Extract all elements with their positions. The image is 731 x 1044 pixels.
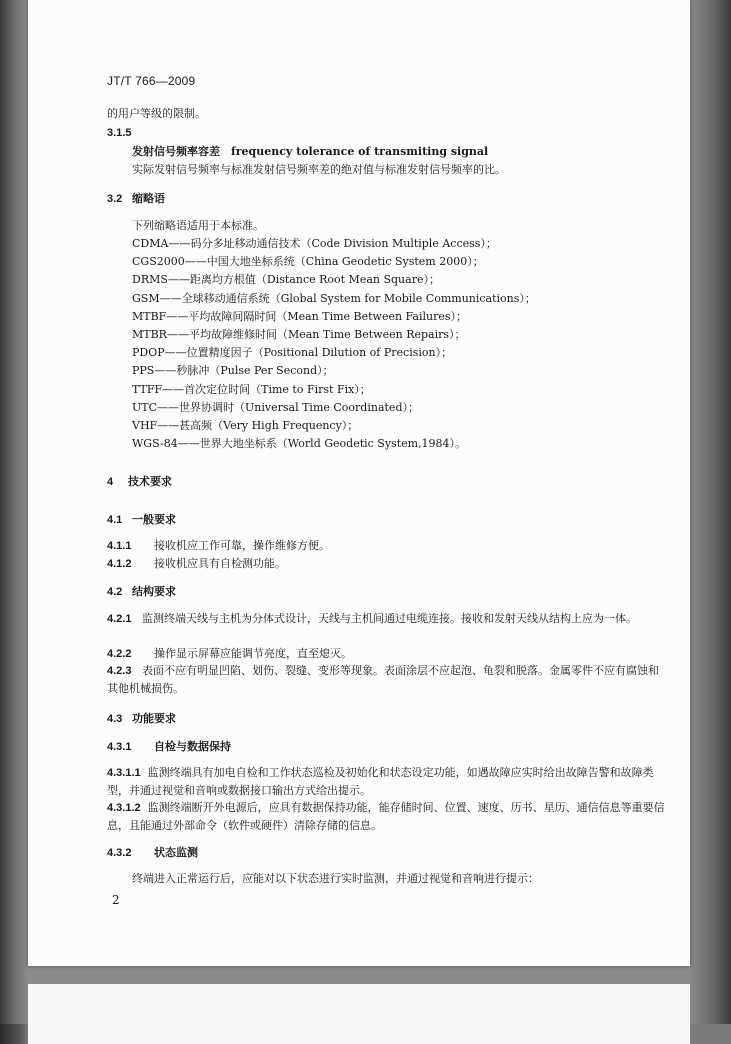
abbr-item: MTBR——平均故障维修时间（Mean Time Between Repairs）；: [132, 328, 466, 341]
abbr-item: TTFF——首次定位时间（Time to First Fix）；: [132, 383, 371, 396]
section-title-4-3-1: 自检与数据保持: [154, 740, 231, 753]
abbr-item: PPS——秒脉冲（Pulse Per Second）；: [132, 364, 334, 377]
section-number-4-1-1: 4.1.1: [107, 540, 132, 552]
page-header: JT/T 766—2009: [107, 74, 196, 88]
section-number-4-3-1: 4.3.1: [107, 741, 132, 753]
abbr-item: MTBF——平均故障间隔时间（Mean Time Between Failures）；: [132, 310, 468, 323]
section-title-4-3-2: 状态监测: [154, 846, 198, 859]
abbr-item: WGS-84——世界大地坐标系（World Geodetic System,1984）。: [132, 437, 467, 450]
clause-4-3-1-2: 监测终端断开外电源后，应具有数据保持功能，能存储时间、位置、速度、历书、星历、通信信息等重要信息，且能通过外部命令（软件或硬件）清除存储的信息。: [107, 801, 665, 832]
abbr-item: VHF——甚高频（Very High Frequency）；: [132, 419, 359, 432]
clause-4-2-3: 表面不应有明显凹陷、划伤、裂缝、变形等现象。表面涂层不应起泡、龟裂和脱落。金属零件不应有腐蚀和其他机械损伤。: [107, 664, 659, 695]
next-page-preview: [28, 984, 690, 1044]
term-3-1-5: 发射信号频率容差 frequency tolerance of transmiting signal: [132, 145, 489, 158]
abbr-intro: 下列缩略语适用于本标准。: [132, 219, 264, 232]
clause-4-1-2: 接收机应具有自检测功能。: [154, 557, 286, 570]
clause-4-3-2: 终端进入正常运行后，应能对以下状态进行实时监测，并通过视觉和音响进行提示：: [132, 872, 539, 885]
section-number-4: 4: [107, 476, 114, 488]
section-number-3-1-5: 3.1.5: [107, 127, 132, 139]
section-title-4: 技术要求: [128, 475, 172, 488]
document-page: [28, 0, 690, 966]
clause-4-3-1-2-block: [107, 799, 667, 834]
section-number-4-3: 4.3: [107, 713, 123, 725]
clause-4-3-1-1: 监测终端具有加电自检和工作状态巡检及初始化和状态设定功能，如遇故障应实时给出故障告警和故障类型，并通过视觉和音响或数据接口输出方式给出提示。: [107, 766, 654, 797]
section-number-4-1-2: 4.1.2: [107, 558, 132, 570]
abbr-item: CDMA——码分多址移动通信技术（Code Division Multiple Access）；: [132, 237, 497, 250]
section-number-4-2: 4.2: [107, 586, 123, 598]
abbr-item: CGS2000——中国大地坐标系统（China Geodetic System 2000）；: [132, 255, 484, 268]
section-title-4-1: 一般要求: [132, 513, 176, 526]
abbr-item: DRMS——距离均方根值（Distance Root Mean Square）；: [132, 273, 440, 286]
definition-3-1-5: 实际发射信号频率与标准发射信号频率差的绝对值与标准发射信号频率的比。: [132, 163, 506, 176]
section-number-3-2: 3.2: [107, 193, 123, 205]
abbr-item: GSM——全球移动通信系统（Global System for Mobile Communications）；: [132, 292, 536, 305]
section-title-4-3: 功能要求: [132, 712, 176, 725]
clause-4-2-2: 操作显示屏幕应能调节亮度，直至熄灭。: [154, 647, 352, 660]
clause-4-3-1-1-block: [107, 764, 667, 799]
section-number-4-1: 4.1: [107, 514, 123, 526]
section-number-4-2-2: 4.2.2: [107, 648, 132, 660]
clause-4-1-1: 接收机应工作可靠，操作维修方便。: [154, 539, 330, 552]
section-number-4-3-1-1: 4.3.1.1: [107, 767, 141, 779]
section-number-4-2-3: 4.2.3: [107, 665, 132, 677]
abbr-item: UTC——世界协调时（Universal Time Coordinated）；: [132, 401, 419, 414]
abbr-item: PDOP——位置精度因子（Positional Dilution of Precision）；: [132, 346, 453, 359]
section-title-4-2: 结构要求: [132, 585, 176, 598]
section-number-4-2-1: 4.2.1: [107, 613, 132, 625]
clause-4-2-3-block: [107, 662, 667, 697]
section-number-4-3-2: 4.3.2: [107, 847, 132, 859]
section-number-4-3-1-2: 4.3.1.2: [107, 802, 141, 814]
continuation-text: 的用户等级的限制。: [107, 107, 206, 120]
page-number: 2: [112, 893, 120, 907]
clause-4-2-1-block: [107, 610, 667, 628]
section-title-3-2: 缩略语: [132, 192, 165, 205]
clause-4-2-1: 监测终端天线与主机为分体式设计，天线与主机间通过电缆连接。接收和发射天线从结构上应为一体。: [141, 612, 637, 625]
